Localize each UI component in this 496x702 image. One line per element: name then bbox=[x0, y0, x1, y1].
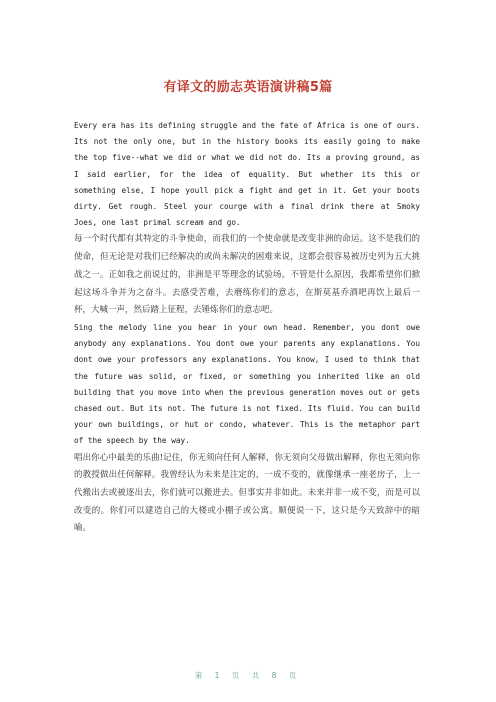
chinese-paragraph-1: 每一个时代都有其特定的斗争使命，而我们的一个使命就是改变非洲的命运。这不是我们的使命，但无论是对我们已经解决的或尚未解决的困难来说，这都会很容易被历史列为五大挑战之一。正如我之前说过的，非洲是平等理念的试验场。不管是什么原因，我都希望你们掀起这场斗争并为之奋斗。去感受苦难，去磨练你们的意志，在斯莫基乔酒吧再饮上最后一杯，大喊一声，然后踏上征程，去锤炼你们的意志吧。 bbox=[74, 234, 420, 316]
document-title: 有译文的励志英语演讲稿5篇 bbox=[163, 80, 333, 95]
english-paragraph-1: Every era has its defining struggle and the fate of Africa is one of ours. Its not the only one, but in the history books its easily going to make the top five--what we did or what we did not do. Its a proving ground, as I said earlier, for the idea of equality. But whether its this or something else, I hope youll pick a fight and get in it. Get your boots dirty. Get rough. Steel your courge with a final drink there at Smoky Joes, one last primal scream and go. bbox=[74, 121, 420, 228]
english-paragraph-2: Sing the melody line you hear in your own head. Remember, you dont owe anybody any explanations. You dont owe your parents any explanations. You dont owe your professors any explanations. You know, I used to think that the future was solid, or fixed, or something you inherited like an old building that you move into when the previous generation moves out or gets chased out. But its not. The future is not fixed. Its fluid. You can build your own buildings, or hut or condo, whatever. This is the metaphor part of the speech by the way. bbox=[74, 322, 420, 446]
page-number-footer: 第 1 页 共 8 页 bbox=[194, 671, 302, 680]
chinese-paragraph-2: 唱出你心中最美的乐曲!记住，你无须向任何人解释，你无须向父母做出解释，你也无须向你的教授做出任何解释。我曾经认为未来是注定的，一成不变的，就像继承一座老房子，上一代搬出去或被逐出去，你们就可以搬进去。但事实并非如此。未来并非一成不变，而是可以改变的。你们可以建造自己的大楼或小棚子或公寓。顺便说一下，这只是今天致辞中的暗喻。 bbox=[74, 452, 420, 534]
document-body bbox=[74, 118, 420, 538]
